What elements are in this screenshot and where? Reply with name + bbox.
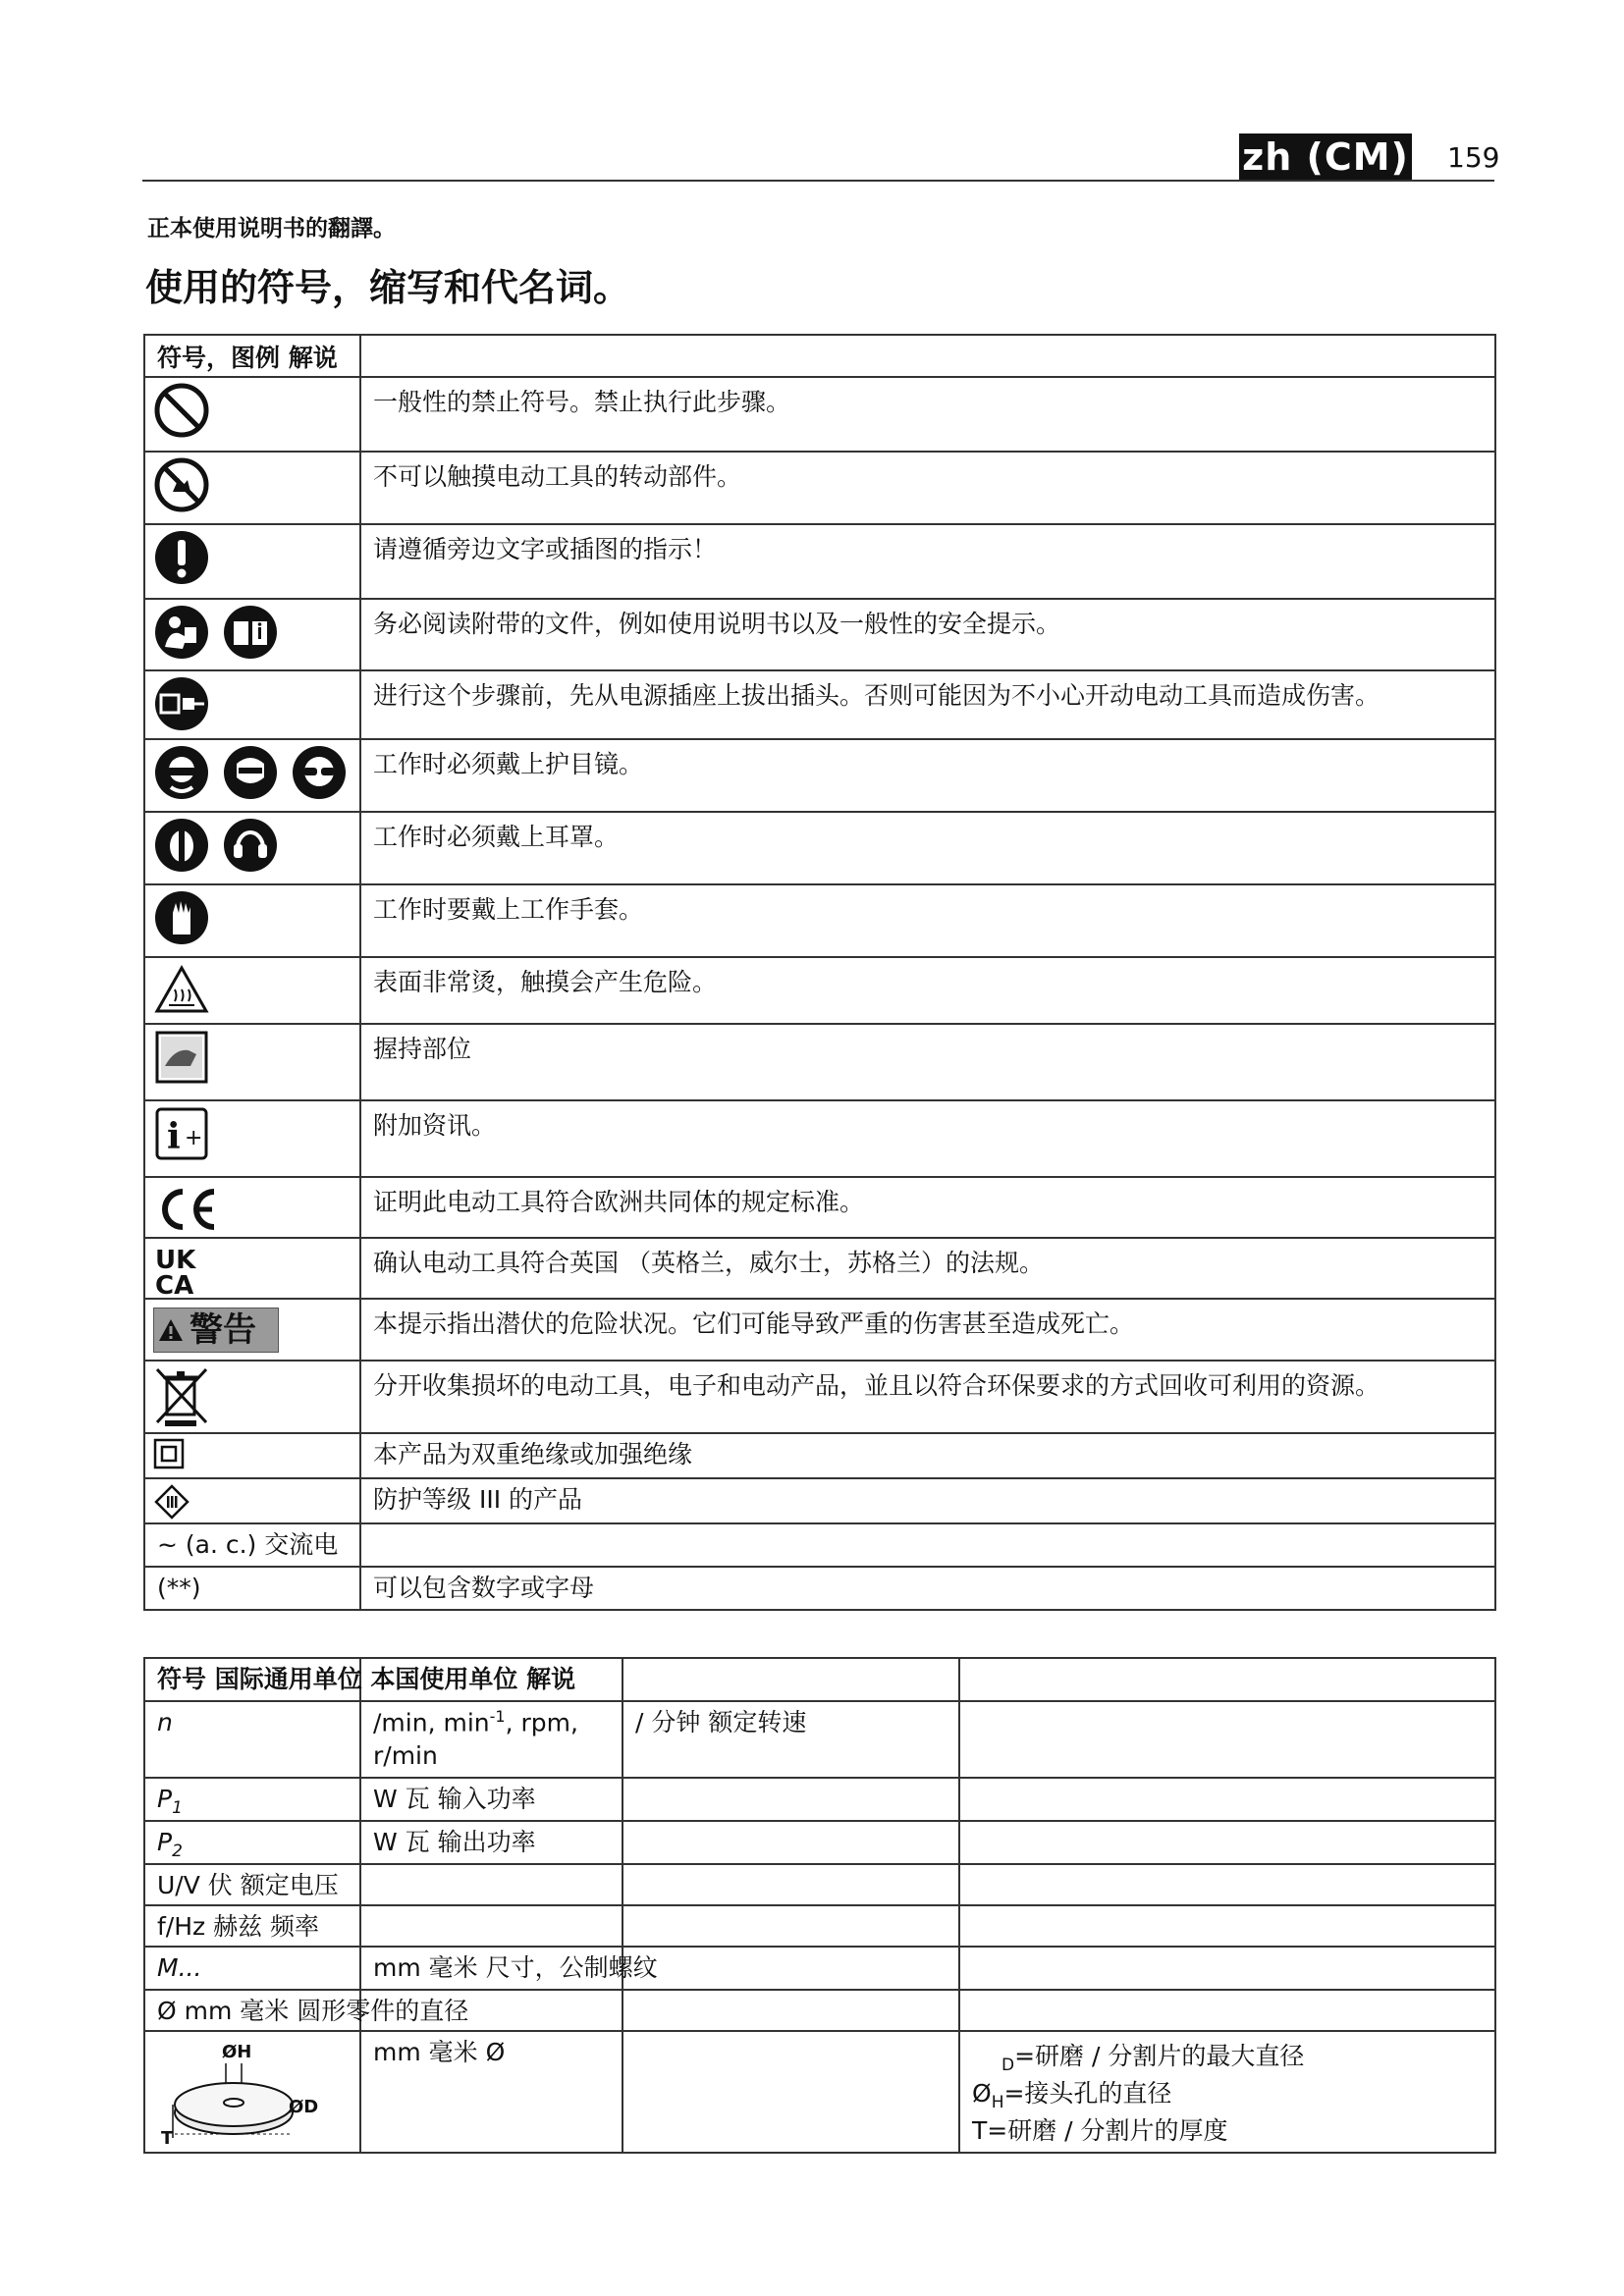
units-table-header: 符号 国际通用单位 本国使用单位 解说 xyxy=(144,1658,360,1701)
grip-area-icon xyxy=(153,1029,210,1086)
disc-label-t: T xyxy=(161,2128,174,2149)
svg-text:i: i xyxy=(167,1116,181,1157)
unit-symbol-p1: $P_1$ xyxy=(144,1778,360,1821)
disc-label-od: ØD xyxy=(289,2097,319,2117)
symbol-description: 一般性的禁止符号。禁止执行此步骤。 xyxy=(360,377,1495,452)
disc-label-oh: ØH xyxy=(222,2042,252,2062)
unit-n-local: / 分钟 额定转速 xyxy=(623,1701,959,1778)
unit-p1-text: W 瓦 输入功率 xyxy=(360,1778,623,1821)
header-rule xyxy=(142,180,1494,182)
symbol-description: 进行这个步骤前，先从电源插座上拔出插头。否则可能因为不小心开动电动工具而造成伤害。 xyxy=(360,670,1495,739)
unit-m-text: mm 毫米 尺寸，公制螺纹 xyxy=(360,1947,623,1990)
symbol-description: 附加资讯。 xyxy=(360,1100,1495,1177)
unit-symbol-n: n xyxy=(144,1701,360,1778)
warning-badge-label: 警告 xyxy=(189,1310,256,1350)
symbol-description: 确认电动工具符合英国 （英格兰，威尔士，苏格兰）的法规。 xyxy=(360,1238,1495,1299)
prohibition-icon xyxy=(153,382,210,439)
symbol-description: 不可以触摸电动工具的转动部件。 xyxy=(360,452,1495,524)
info-plus-icon xyxy=(153,1105,210,1162)
symbol-description: 务必阅读附带的文件，例如使用说明书以及一般性的安全提示。 xyxy=(360,599,1495,670)
asterisk-description: 可以包含数字或字母 xyxy=(360,1567,1495,1610)
symbol-description: 工作时必须戴上护目镜。 xyxy=(360,739,1495,812)
asterisk-symbol: (**) xyxy=(144,1567,360,1610)
disc-description: $_D$=研磨 / 分割片的最大直径 $Ø_H=$接头孔的直径 T=研磨 / 分割片的厚度 xyxy=(959,2031,1495,2153)
disc-diagram-icon xyxy=(157,2036,350,2150)
symbols-table xyxy=(143,334,1496,1611)
unit-symbol-m: M... xyxy=(144,1947,360,1990)
crossed-bin-icon xyxy=(153,1365,210,1428)
unit-diameter: Ø mm 毫米 圆形零件的直径 xyxy=(144,1990,360,2031)
gloves-icon xyxy=(153,889,210,946)
unit-symbol-p2: $P_2$ xyxy=(144,1821,360,1864)
manual-book-icon xyxy=(222,604,279,661)
section-title: 使用的符号，缩写和代名词。 xyxy=(145,266,631,309)
safety-goggles-icon xyxy=(153,744,210,801)
svg-text:+: + xyxy=(185,1126,203,1150)
ear-muffs-icon xyxy=(222,817,279,874)
symbol-description: 本产品为双重绝缘或加强绝缘 xyxy=(360,1433,1495,1478)
symbol-description: 证明此电动工具符合欧洲共同体的规定标准。 xyxy=(360,1177,1495,1238)
ac-current-label: ~ (a. c.) 交流电 xyxy=(144,1523,360,1567)
ukca-mark-icon xyxy=(153,1243,212,1298)
page-number: 159 xyxy=(1447,141,1500,174)
hot-surface-icon xyxy=(153,962,210,1019)
disc-figure-cell xyxy=(144,2031,360,2153)
symbol-description: 分开收集损坏的电动工具，电子和电动产品，並且以符合环保要求的方式回收可利用的资源。 xyxy=(360,1361,1495,1433)
face-shield-icon xyxy=(222,744,279,801)
disc-unit-text: mm 毫米 Ø xyxy=(360,2031,623,2153)
symbol-description: 请遵循旁边文字或插图的指示！ xyxy=(360,524,1495,599)
symbol-description: 握持部位 xyxy=(360,1024,1495,1100)
ear-protection-icon xyxy=(153,817,210,874)
symbol-description: 工作时要戴上工作手套。 xyxy=(360,884,1495,957)
language-badge: zh (CM) xyxy=(1239,133,1412,180)
svg-text:CA: CA xyxy=(155,1271,194,1298)
warning-badge-icon xyxy=(153,1308,279,1353)
symbols-table-header: 符号，图例 解说 xyxy=(144,335,360,377)
unit-p2-text: W 瓦 输出功率 xyxy=(360,1821,623,1864)
unit-frequency: f/Hz 赫兹 频率 xyxy=(144,1905,360,1947)
no-touch-rotating-parts-icon xyxy=(153,456,210,513)
unit-voltage: U/V 伏 额定电压 xyxy=(144,1864,360,1905)
protection-class-3-icon xyxy=(153,1483,190,1521)
unit-n-international: /min, $\min^{-1}$, rpm, r/min xyxy=(360,1701,623,1778)
double-insulation-icon xyxy=(153,1438,185,1469)
unplug-icon xyxy=(153,675,210,732)
intro-text: 正本使用说明书的翻譯。 xyxy=(147,216,396,241)
svg-text:UK: UK xyxy=(155,1246,196,1275)
symbol-description: 工作时必须戴上耳罩。 xyxy=(360,812,1495,884)
read-manual-icon xyxy=(153,604,210,661)
symbol-description: 本提示指出潜伏的危险状况。它们可能导致严重的伤害甚至造成死亡。 xyxy=(360,1299,1495,1361)
symbol-description: 防护等级 III 的产品 xyxy=(360,1478,1495,1523)
ce-mark-icon xyxy=(153,1182,222,1237)
symbol-description: 表面非常烫，触摸会产生危险。 xyxy=(360,957,1495,1024)
exclamation-icon xyxy=(153,529,210,586)
safety-glasses-icon xyxy=(291,744,348,801)
units-table xyxy=(143,1657,1496,2154)
